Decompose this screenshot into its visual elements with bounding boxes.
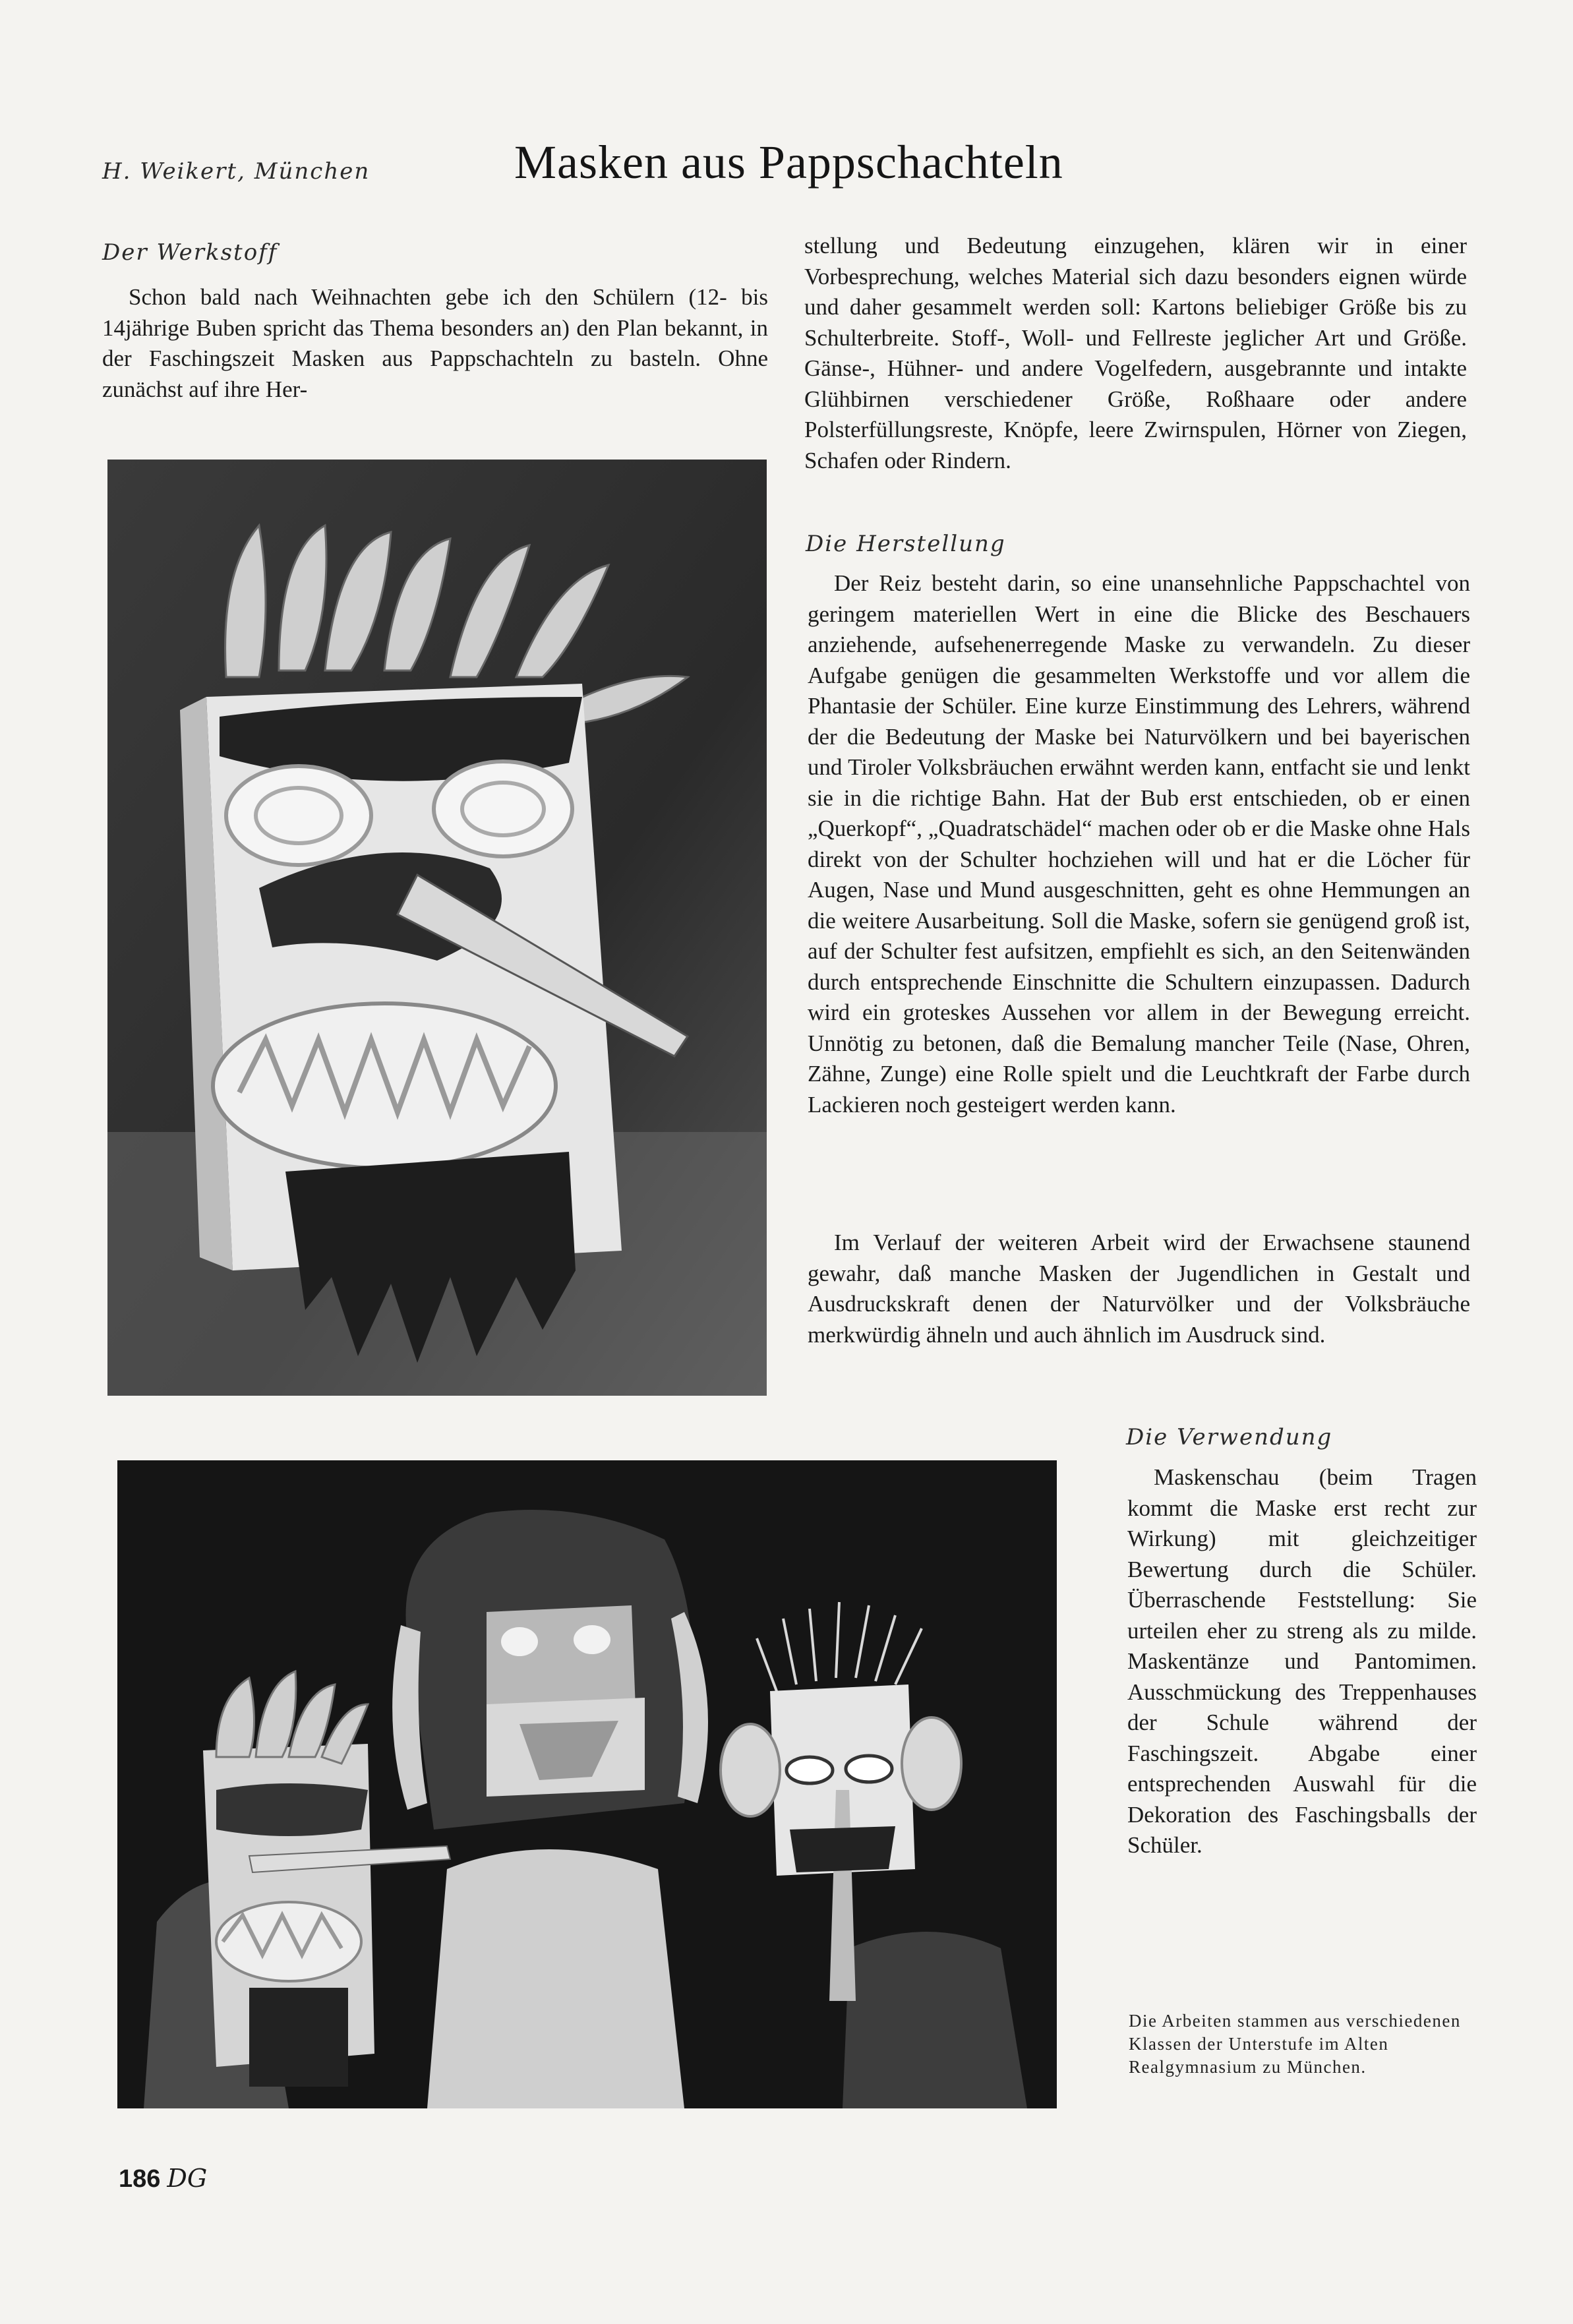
heading-werkstoff: Der Werkstoff — [102, 239, 278, 266]
herstellung-paragraph-1: Der Reiz besteht darin, so eine unansehnliche Pappschachtel von geringem materiellen Wert in eine die Blicke des Beschauers anziehende, aufsehenerregende Maske zu verwandeln. Zu dieser Aufgabe genügen die gesammelten Werkstoffe und vor allem die Phantasie der Schüler. Eine kurze Einstimmung des Lehrers, während der die Bedeutung der Maske bei Naturvölkern und bei bayerischen und Tiroler Volksbräuchen erwähnt werden kann, entfacht sie und lenkt sie in die richtige Bahn. Hat der Bub erst entschieden, ob er einen „Querkopf“, „Quadratschädel“ machen oder ob er die Maske ohne Hals direkt von der Schulter hochziehen will und hat er die Löcher für Augen, Nase und Mund ausgeschnitten, geht es ohne Hemmungen an die weitere Ausarbeitung. Soll die Maske, sofern sie genügend groß ist, auf der Schulter fest aufsitzen, empfiehlt es sich, an den Seitenwänden durch entsprechende Einschnitte die Schultern einzupassen. Dadurch wird ein groteskes Aussehen vor allem in der Bewegung erreicht. Unnötig zu betonen, daß die Bemalung mancher Teile (Nase, Ohren, Zähne, Zunge) eine Rolle spielt und die Leuchtkraft der Farbe durch Lackieren noch gesteigert werden kann. — [808, 570, 1470, 1117]
herstellung-paragraph-2: Im Verlauf der weiteren Arbeit wird der Erwachsene staunend gewahr, daß manche Masken der Jugendlichen in Gestalt und Ausdruckskraft denen der Naturvölker und der Volksbräuche merkwürdig ähneln und auch ähnlich im Ausdruck sind. — [808, 1230, 1470, 1348]
werkstoff-text-right: stellung und Bedeutung einzugehen, klären wir in einer Vorbesprechung, welches Material sich dazu besonders eignen würde und daher gesammelt werden soll: Kartons beliebiger Größe bis zu Schulterbreite. Stoff-, Woll- und Fellreste jeglicher Art und Größe. Gänse-, Hühner- und andere Vogelfedern, ausgebrannte und intakte Glühbirnen verschiedener Größe, Roßhaare oder andere Polsterfüllungsreste, Knöpfe, leere Zwirnspulen, Hörner von Ziegen, Schafen oder Rindern. — [804, 233, 1467, 473]
heading-verwendung: Die Verwendung — [1126, 1424, 1333, 1450]
masks-group-illustration — [117, 1460, 1057, 2108]
photo-three-masks — [117, 1460, 1057, 2108]
heading-herstellung: Die Herstellung — [806, 531, 1006, 557]
verwendung-text: Maskenschau (beim Tragen kommt die Maske erst recht zur Wirkung) mit gleichzeitiger Bewertung durch die Schüler. Überraschende Feststellung: Sie urteilen eher zu streng als zu milde. Maskentänze und Pantomimen. Ausschmückung des Treppenhauses der Schule während der Faschingszeit. Abgabe einer entsprechenden Auswahl für die Dekoration des Faschingsballs der Schüler. — [1127, 1464, 1477, 1858]
mask-photo-illustration — [107, 460, 767, 1396]
photo-single-mask — [107, 460, 767, 1396]
author-byline: H. Weikert, München — [102, 158, 371, 185]
werkstoff-text-left: Schon bald nach Weihnachten gebe ich den Schülern (12- bis 14jährige Buben spricht das Thema besonders an) den Plan bekannt, in der Faschingszeit Masken aus Pappschachteln zu basteln. Ohne zunächst auf ihre Her- — [102, 284, 768, 402]
article-title: Masken aus Pappschachteln — [514, 136, 1063, 189]
journal-abbreviation: DG — [167, 2164, 208, 2193]
photo-caption: Die Arbeiten stammen aus verschiedenen Klassen der Unterstufe im Alten Realgymnasium zu München. — [1129, 2011, 1461, 2077]
page-number: 186 — [119, 2165, 161, 2193]
page-folio — [119, 2164, 207, 2193]
